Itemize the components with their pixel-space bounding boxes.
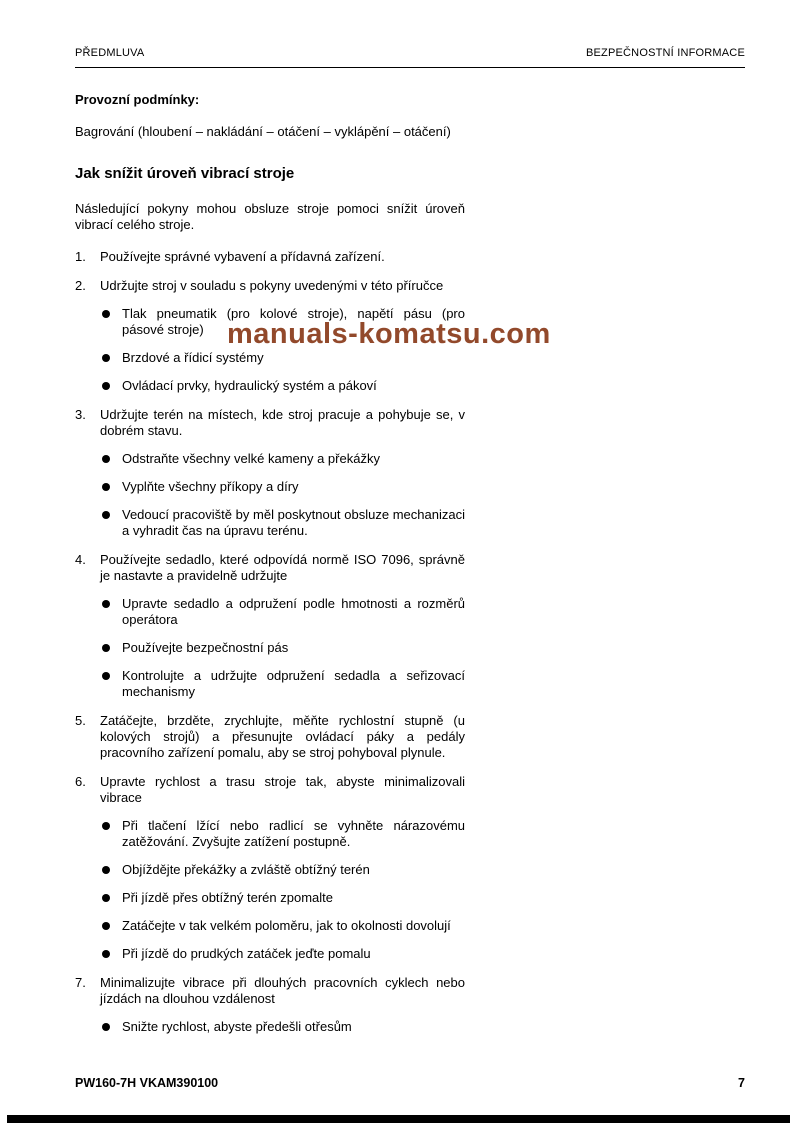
bullet-icon (100, 1019, 122, 1035)
bullet-list (100, 451, 465, 539)
bullet-text: Vyplňte všechny příkopy a díry (122, 479, 299, 494)
bullet-item (100, 818, 465, 850)
bullet-list (100, 818, 465, 962)
item-body (100, 552, 465, 700)
bullet-icon (100, 451, 122, 467)
bullet-item (100, 918, 465, 934)
bullet-icon (100, 306, 122, 338)
item-number: 2. (75, 278, 86, 293)
bullet-icon (100, 918, 122, 934)
bullet-icon (100, 350, 122, 366)
bullet-icon (100, 507, 122, 539)
bullet-text: Při tlačení lžící nebo radlicí se vyhněte nárazovému zatěžování. Zvyšujte zatížení postupně. (122, 818, 465, 849)
bullet-item (100, 640, 465, 656)
bullet-text: Při jízdě do prudkých zatáček jeďte pomalu (122, 946, 371, 961)
page-header (75, 47, 745, 59)
bullet-icon (100, 818, 122, 850)
bullet-icon (100, 640, 122, 656)
bullet-item (100, 862, 465, 878)
bullet-icon (100, 378, 122, 394)
page-content (75, 92, 465, 1048)
bullet-text: Snižte rychlost, abyste předešli otřesům (122, 1019, 352, 1034)
item-body (100, 975, 465, 1035)
conditions-text: Bagrování (hloubení – nakládání – otáčení – vyklápění – otáčení) (75, 124, 451, 139)
item-body (100, 713, 465, 761)
item-text: Upravte rychlost a trasu stroje tak, abyste minimalizovali vibrace (100, 774, 465, 805)
conditions-label: Provozní podmínky: (75, 92, 200, 107)
item-text: Udržujte stroj v souladu s pokyny uvedenými v této příručce (100, 278, 444, 293)
page-footer (75, 1076, 745, 1090)
bullet-item (100, 946, 465, 962)
bullet-text: Odstraňte všechny velké kameny a překážky (122, 451, 380, 466)
header-divider (75, 67, 745, 68)
bullet-text: Tlak pneumatik (pro kolové stroje), napětí pásu (pro pásové stroje) (122, 306, 465, 337)
bullet-item (100, 596, 465, 628)
bullet-text: Upravte sedadlo a odpružení podle hmotnosti a rozměrů operátora (122, 596, 465, 627)
bullet-text: Zatáčejte v tak velkém poloměru, jak to okolnosti dovolují (122, 918, 451, 933)
bullet-icon (100, 479, 122, 495)
bullet-text: Vedoucí pracoviště by měl poskytnout obsluze mechanizaci a vyhradit čas na úpravu terénu. (122, 507, 465, 538)
item-number: 7. (75, 975, 86, 990)
bullet-icon (100, 890, 122, 906)
item-text: Minimalizujte vibrace při dlouhých pracovních cyklech nebo jízdách na dlouhou vzdálenost (100, 975, 465, 1006)
bullet-icon (100, 668, 122, 700)
item-number: 1. (75, 249, 86, 264)
page-edge-bar (7, 1115, 790, 1123)
bullet-text: Ovládací prvky, hydraulický systém a pákoví (122, 378, 377, 393)
watermark-text: manuals-komatsu.com (227, 318, 551, 350)
bullet-item (100, 890, 465, 906)
intro-paragraph: Následující pokyny mohou obsluze stroje pomoci snížit úroveň vibrací celého stroje. (75, 201, 465, 232)
numbered-item-7 (75, 975, 465, 1035)
numbered-item-6 (75, 774, 465, 962)
bullet-item (100, 1019, 465, 1035)
numbered-item-3 (75, 407, 465, 539)
section-title: Jak snížit úroveň vibrací stroje (75, 165, 295, 182)
bullet-text: Používejte bezpečnostní pás (122, 640, 289, 655)
header-section-left: PŘEDMLUVA (75, 47, 145, 59)
bullet-list (100, 596, 465, 700)
item-text: Používejte správné vybavení a přídavná zařízení. (100, 249, 385, 264)
bullet-icon (100, 596, 122, 628)
bullet-item (100, 350, 465, 366)
bullet-item (100, 507, 465, 539)
numbered-item-4 (75, 552, 465, 700)
bullet-icon (100, 862, 122, 878)
bullet-text: Brzdové a řídicí systémy (122, 350, 264, 365)
item-text: Udržujte terén na místech, kde stroj pracuje a pohybuje se, v dobrém stavu. (100, 407, 465, 438)
bullet-item (100, 451, 465, 467)
bullet-item (100, 378, 465, 394)
bullet-text: Při jízdě přes obtížný terén zpomalte (122, 890, 333, 905)
item-number: 5. (75, 713, 86, 728)
bullet-list (100, 1019, 465, 1035)
numbered-item-1 (75, 249, 465, 265)
bullet-item (100, 668, 465, 700)
item-text: Používejte sedadlo, které odpovídá normě ISO 7096, správně je nastavte a pravidelně udržujte (100, 552, 465, 583)
item-body (100, 249, 465, 265)
item-number: 4. (75, 552, 86, 567)
bullet-item (100, 479, 465, 495)
bullet-text: Kontrolujte a udržujte odpružení sedadla a seřizovací mechanismy (122, 668, 465, 699)
item-text: Zatáčejte, brzděte, zrychlujte, měňte rychlostní stupně (u kolových strojů) a přesunujte ovládací páky a pedály pracovního zařízení pomalu, aby se stroj pohyboval plynule. (100, 713, 465, 760)
footer-doc-code: PW160-7H VKAM390100 (75, 1076, 219, 1090)
item-number: 6. (75, 774, 86, 789)
bullet-icon (100, 946, 122, 962)
bullet-text: Objíždějte překážky a zvláště obtížný terén (122, 862, 370, 877)
item-number: 3. (75, 407, 86, 422)
numbered-item-5 (75, 713, 465, 761)
item-body (100, 774, 465, 962)
header-section-right: BEZPEČNOSTNÍ INFORMACE (585, 47, 745, 59)
item-body (100, 407, 465, 539)
footer-page-number: 7 (738, 1076, 745, 1090)
